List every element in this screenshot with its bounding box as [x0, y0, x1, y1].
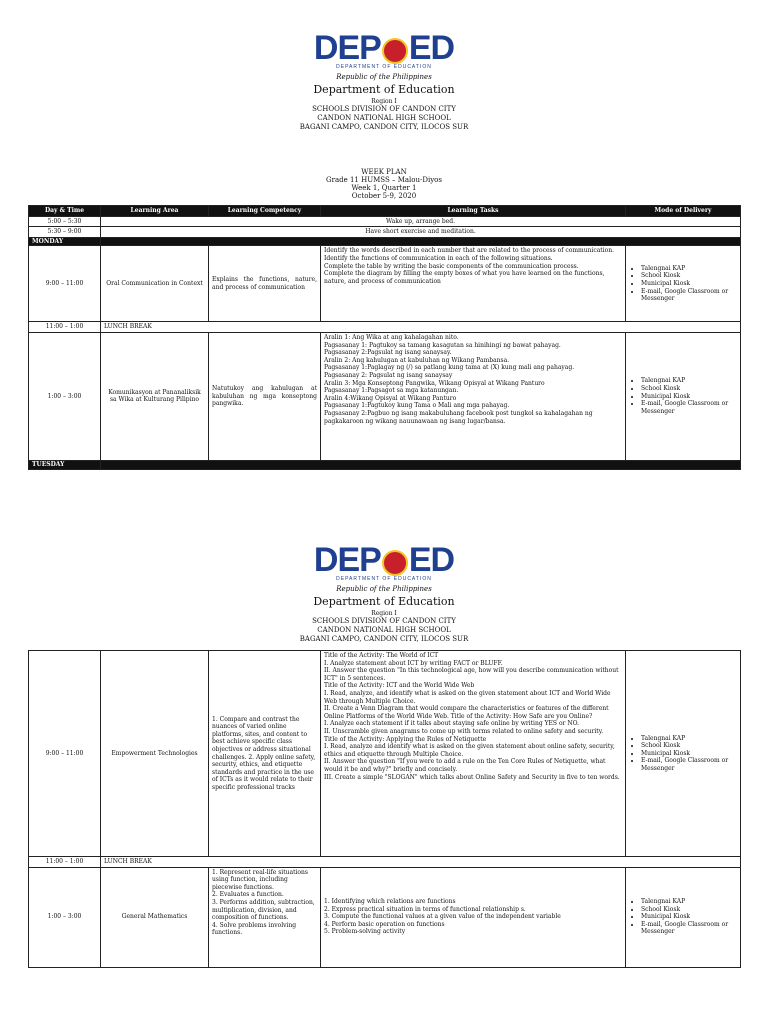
- deped-logo: [0, 28, 768, 68]
- list-item: • School Kiosk: [641, 906, 737, 914]
- table-row: [29, 322, 741, 333]
- region-line: Region I: [371, 98, 397, 105]
- lunch-label: LUNCH BREAK: [101, 322, 741, 333]
- table-row: [29, 246, 741, 322]
- logo-text-right: ED: [408, 29, 455, 67]
- wake-time: 5:00 – 5:30: [29, 216, 101, 227]
- region-line: Region I: [371, 610, 397, 617]
- document-page-1: [0, 0, 768, 490]
- p2-am-time: 9:00 – 11:00: [29, 651, 101, 857]
- p2-pm-competency: 1. Represent real-life situations using function, including piecewise functions. 2. Evaluates a function. 3. Performs addition, subtraction, multiplication, division, and composition of functions. 4. Solve problems involving functions.: [209, 867, 321, 967]
- list-item: • E-mail, Google Classroom or Messenger: [641, 921, 737, 936]
- table-row: [29, 857, 741, 868]
- list-item: • Talengnai KAP: [641, 735, 737, 743]
- day-label-tuesday: TUESDAY: [29, 460, 101, 469]
- schedule-table-1: [28, 205, 741, 470]
- division-line: SCHOOLS DIVISION OF CANDON CITY: [312, 105, 456, 113]
- school-line: CANDON NATIONAL HIGH SCHOOL: [317, 626, 451, 634]
- list-item: • Municipal Kiosk: [641, 393, 737, 401]
- header-learning-competency: Learning Competency: [209, 206, 321, 217]
- mon-pm-area: Komunikasyon at Pananaliksik sa Wika at Kulturang Pilipino: [101, 332, 209, 460]
- p2-am-modes: [626, 651, 741, 857]
- p2-pm-tasks: 1. Identifying which relations are functions 2. Express practical situation in terms of functional relationship s. 3. Compute the functional values at a given value of the independent variable 4. Perform basic operation on functions 5. Problem-solving activity: [321, 867, 626, 967]
- header-learning-area: Learning Area: [101, 206, 209, 217]
- list-item: • Talengnai KAP: [641, 377, 737, 385]
- department-name: Department of Education: [313, 595, 455, 608]
- address-line: BAGANI CAMPO, CANDON CITY, ILOCOS SUR: [299, 635, 469, 643]
- department-name: Department of Education: [313, 83, 455, 96]
- logo-subtext: DEPARTMENT OF EDUCATION: [336, 64, 432, 70]
- exercise-time: 5:30 – 9:00: [29, 227, 101, 238]
- p2-am-competency: 1. Compare and contrast the nuances of varied online platforms, sites, and content to best achieve specific class objectives or address situational challenges. 2. Apply online safety, security, ethics, and etiquette standards and practice in the use of ICTs as it would relate to their specific professional tracks: [209, 651, 321, 857]
- page-gap: [0, 490, 768, 520]
- mon-am-time: 9:00 – 11:00: [29, 246, 101, 322]
- lunch-time: 11:00 – 1:00: [29, 857, 101, 868]
- week-plan-grade: Grade 11 HUMSS – Malou-Diyos: [326, 176, 442, 184]
- mon-pm-competency: Natutukoy ang kahulugan at kabuluhan ng mga konseptong pangwika.: [209, 332, 321, 460]
- mon-am-modes: [626, 246, 741, 322]
- table-header-row: [29, 206, 741, 217]
- schedule-table-2: [28, 650, 741, 968]
- page-header: [0, 28, 768, 132]
- header-learning-tasks: Learning Tasks: [321, 206, 626, 217]
- list-item: • Municipal Kiosk: [641, 913, 737, 921]
- list-item: • E-mail, Google Classroom or Messenger: [641, 288, 737, 303]
- header-day-time: Day & Time: [29, 206, 101, 217]
- week-plan-week: Week 1, Quarter 1: [351, 184, 417, 192]
- mon-am-area: Oral Communication in Context: [101, 246, 209, 322]
- document-page-2: [0, 520, 768, 1024]
- wake-text: Wake up, arrange bed.: [101, 216, 741, 227]
- list-item: • School Kiosk: [641, 272, 737, 280]
- address-line: BAGANI CAMPO, CANDON CITY, ILOCOS SUR: [299, 123, 469, 131]
- list-item: • Talengnai KAP: [641, 265, 737, 273]
- p2-am-tasks: Title of the Activity: The World of ICT I. Analyze statement about ICT by writing FACT or BLUFF. II. Answer the question "In this technological age, how will you describe communication without ICT" in 5 sentences. Title of the Activity: ICT and the World Wide Web I. Read, analyze, and identify what is asked on the given statement about ICT and World Wide Web through Multiple Choice. II. Create a Venn Diagram that would compare the characteristics or features of the different Online Platforms of the World Wide Web. Title of the Activity: How Safe are you Online? I. Analyze each statement if it talks about staying safe online by writing YES or NO. II. Unscramble given anagrams to come up with terms related to online safety and security. Title of the Activity: Applying the Rules of Netiquette I. Read, analyze and identify what is asked on the given statement about online safety, security, ethics and etiquette through Multiple Choice. II. Answer the question "If you were to add a rule on the Ten Core Rules of Netiquette, what would it be and why?" briefly and concisely. III. Create a simple "SLOGAN" which talks about Online Safety and Security in five to ten words.: [321, 651, 626, 857]
- table-row: [29, 651, 741, 857]
- p2-am-area: Empowerment Technologies: [101, 651, 209, 857]
- list-item: • E-mail, Google Classroom or Messenger: [641, 400, 737, 415]
- table-row: [29, 332, 741, 460]
- list-item: • Municipal Kiosk: [641, 750, 737, 758]
- mon-pm-modes: [626, 332, 741, 460]
- p2-pm-modes: [626, 867, 741, 967]
- deped-seal-icon: [382, 550, 408, 576]
- exercise-text: Have short exercise and meditation.: [101, 227, 741, 238]
- table-row: [29, 227, 741, 238]
- logo-text-left: DEP: [313, 29, 381, 67]
- list-item: • School Kiosk: [641, 742, 737, 750]
- header-mode-of-delivery: Mode of Delivery: [626, 206, 741, 217]
- mon-am-competency: Explains the functions, nature, and process of communication: [209, 246, 321, 322]
- republic-line: Republic of the Philippines: [336, 73, 432, 81]
- week-plan-title: WEEK PLAN: [361, 168, 407, 176]
- mon-am-tasks: Identify the words described in each number that are related to the process of communication. Identify the functions of communication in each of the following situations. Complete the table by writing the basic components of the communication process. Complete the diagram by filling the empty boxes of what you have learned on the functions, nature, and process of communication: [321, 246, 626, 322]
- republic-line: Republic of the Philippines: [336, 585, 432, 593]
- deped-seal-icon: [382, 38, 408, 64]
- p2-pm-area: General Mathematics: [101, 867, 209, 967]
- logo-text-left: DEP: [313, 541, 381, 579]
- list-item: • Municipal Kiosk: [641, 280, 737, 288]
- deped-logo: [0, 540, 768, 580]
- school-line: CANDON NATIONAL HIGH SCHOOL: [317, 114, 451, 122]
- list-item: • Talengnai KAP: [641, 898, 737, 906]
- day-row-monday: [29, 237, 741, 246]
- lunch-time: 11:00 – 1:00: [29, 322, 101, 333]
- mon-pm-tasks: Aralin 1: Ang Wika at ang kahalagahan nito. Pagsasanay 1: Pagtukoy sa tamang kasagutan sa hinihingi ng bawat pahayag. Pagsasanay 2:Pagsulat ng isang sanaysay. Aralin 2: Ang kahulugan at kabuluhan ng Wikang Pambansa. Pagsasanay 1:Paglagay ng (/) sa patlang kung tama at (X) kung mali ang pahayag. Pagsasanay 2: Pagsulat ng isang sanaysay Aralin 3: Mga Konseptong Pangwika, Wikang Opisyal at Wikang Panturo Pagsasanay 1:Pagsagot sa mga katanungan. Aralin 4:Wikang Opisyal at Wikang Panturo Pagsasanay 1:Pagtukoy kung Tama o Mali ang mga pahayag. Pagsasanay 2:Pagbuo ng isang makabuluhang facebook post tungkol sa kahalagahan ng pagkakaroon ng wikang nauunawaan ng isang lugar/bansa.: [321, 332, 626, 460]
- day-label-monday: MONDAY: [29, 237, 101, 246]
- logo-text-right: ED: [408, 541, 455, 579]
- table-row: [29, 867, 741, 967]
- table-row: [29, 216, 741, 227]
- week-plan-heading: [0, 168, 768, 200]
- page-header: [0, 540, 768, 644]
- list-item: • E-mail, Google Classroom or Messenger: [641, 757, 737, 772]
- p2-pm-time: 1:00 – 3:00: [29, 867, 101, 967]
- division-line: SCHOOLS DIVISION OF CANDON CITY: [312, 617, 456, 625]
- lunch-label: LUNCH BREAK: [101, 857, 741, 868]
- mon-pm-time: 1:00 – 3:00: [29, 332, 101, 460]
- week-plan-dates: October 5-9, 2020: [351, 192, 417, 200]
- logo-subtext: DEPARTMENT OF EDUCATION: [336, 576, 432, 582]
- day-row-tuesday: [29, 460, 741, 469]
- list-item: • School Kiosk: [641, 385, 737, 393]
